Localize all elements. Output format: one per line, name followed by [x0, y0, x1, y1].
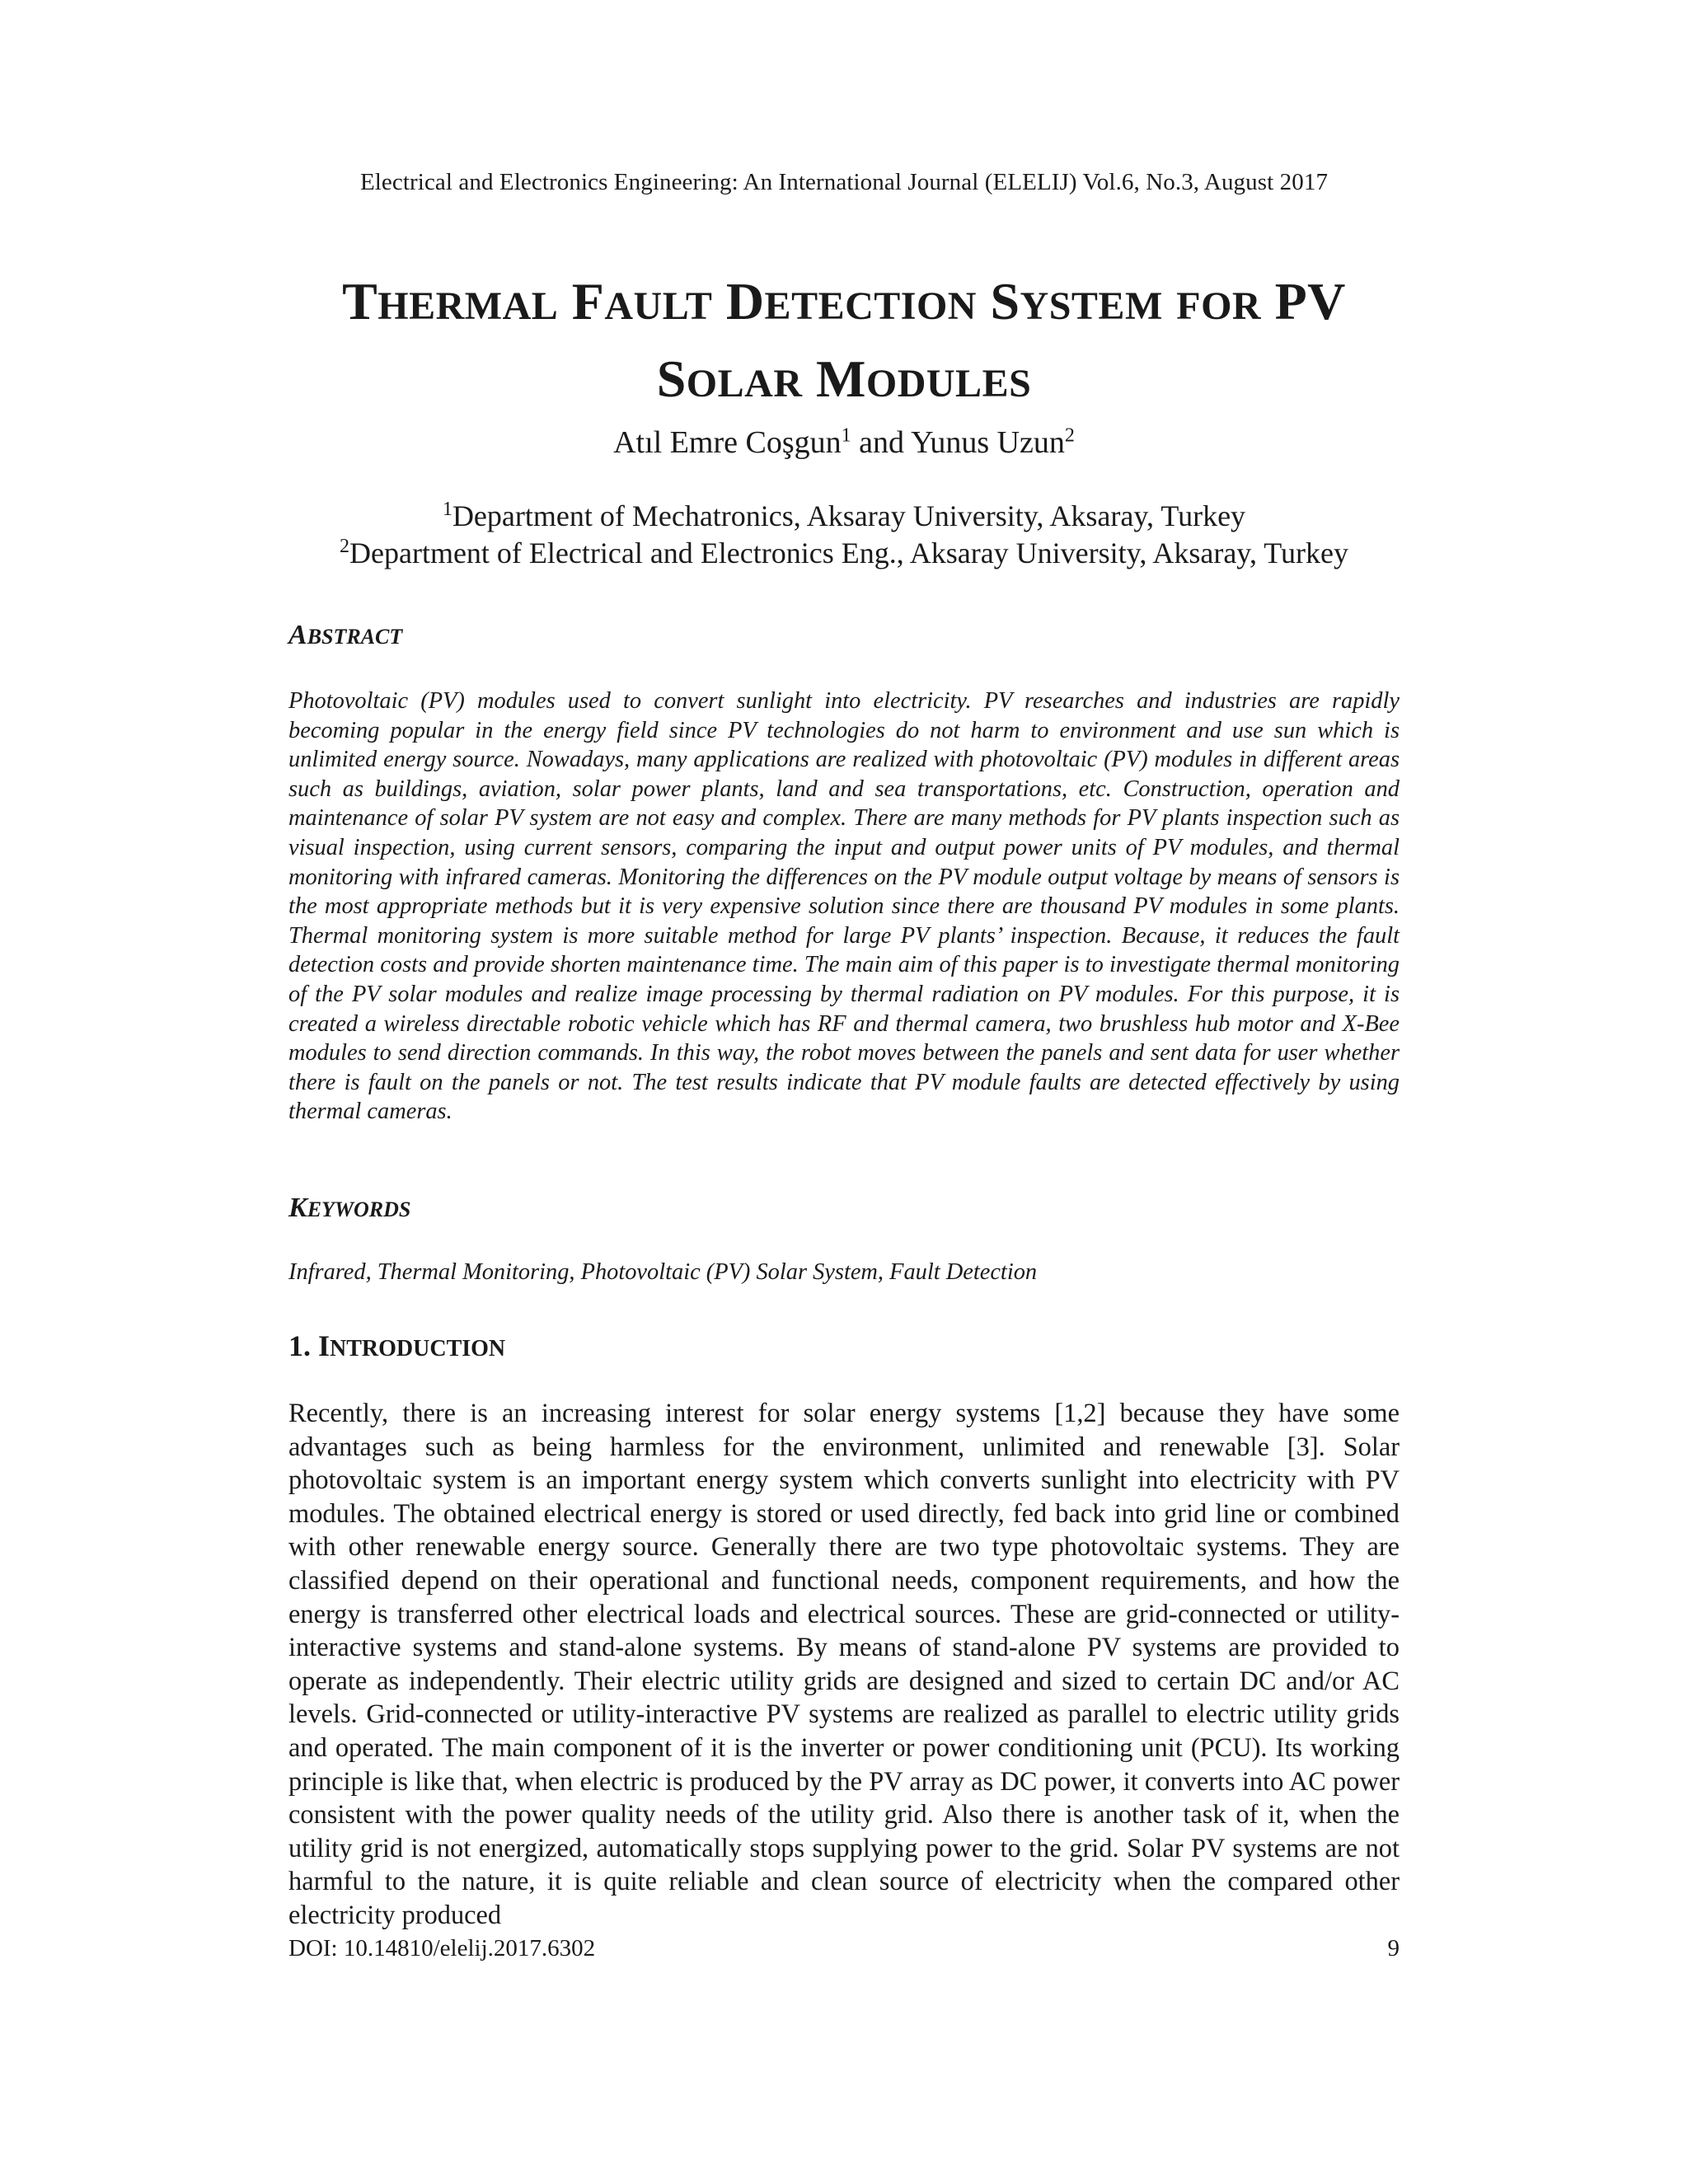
author-2: Yunus Uzun [911, 425, 1065, 460]
author-connector: and [851, 425, 912, 460]
author-1-affil-mark: 1 [841, 424, 851, 447]
running-header: Electrical and Electronics Engineering: An International Journal (ELELIJ) Vol.6, No.3, August 2017 [359, 169, 1329, 195]
title-line-1: THERMAL FAULT DETECTION SYSTEM FOR PV [342, 272, 1346, 330]
author-list [0, 424, 1688, 461]
footer-doi: DOI: 10.14810/elelij.2017.6302 [288, 1935, 596, 1961]
page-number: 9 [1387, 1935, 1400, 1961]
keywords-text: Infrared, Thermal Monitoring, Photovoltaic (PV) Solar System, Fault Detection [288, 1259, 1038, 1285]
abstract-text: Photovoltaic (PV) modules used to convert sunlight into electricity. PV researches and industries are rapidly becoming popular in the energy field since PV technologies do not harm to environment and use sun which is unlimited energy source. Nowadays, many applications are realized with photovoltaic (PV) modules in different areas such as buildings, aviation, solar power plants, land and sea transportations, etc. Construction, operation and maintenance of solar PV system are not easy and complex. There are many methods for PV plants inspection such as visual inspection, using current sensors, comparing the input and output power units of PV modules, and thermal monitoring with infrared cameras. Monitoring the differences on the PV module output voltage by means of sensors is the most appropriate methods but it is very expensive solution since there are thousand PV modules in some plants. Thermal monitoring system is more suitable method for large PV plants’ inspection. Because, it reduces the fault detection costs and provide shorten maintenance time. The main aim of this paper is to investigate thermal monitoring of the PV solar modules and realize image processing by thermal radiation on PV modules. For this purpose, it is created a wireless directable robotic vehicle which has RF and thermal camera, two brushless hub motor and X-Bee modules to send direction commands. In this way, the robot moves between the panels and sent data for user whether there is fault on the panels or not. The test results indicate that PV module faults are detected effectively by using thermal cameras. [288, 688, 1400, 1125]
affiliation-1: $^1$Department of Mechatronics, Aksaray University, Aksaray, Turkey [442, 499, 1246, 532]
introduction-heading: 1. INTRODUCTION [288, 1329, 506, 1362]
author-1: Atıl Emre Coşgun [613, 425, 842, 460]
paper-title [206, 265, 1482, 420]
affiliation-2: $^2$Department of Electrical and Electronics Eng., Aksaray University, Aksaray, Turkey [340, 536, 1348, 569]
abstract-heading: ABSTRACT [288, 620, 403, 650]
author-2-affil-mark: 2 [1064, 424, 1075, 447]
keywords-heading: KEYWORDS [288, 1193, 411, 1223]
title-line-2: SOLAR MODULES [656, 349, 1032, 408]
introduction-text: Recently, there is an increasing interest for solar energy systems [1,2] because they have some advantages such as being harmless for the environment, unlimited and renewable [3]. Solar photovoltaic system is an important energy system which converts sunlight into electricity with PV modules. The obtained electrical energy is stored or used directly, fed back into grid line or combined with other renewable energy source. Generally there are two type photovoltaic systems. They are classified depend on their operational and functional needs, component requirements, and how the energy is transferred other electrical loads and electrical sources. These are grid-connected or utility-interactive systems and stand-alone systems. By means of stand-alone PV systems are provided to operate as independently. Their electric utility grids are designed and sized to certain DC and/or AC levels. Grid-connected or utility-interactive PV systems are realized as parallel to electric utility grids and operated. The main component of it is the inverter or power conditioning unit (PCU). Its working principle is like that, when electric is produced by the PV array as DC power, it converts into AC power consistent with the power quality needs of the utility grid. Also there is another task of it, when the utility grid is not energized, automatically stops supplying power to the grid. Solar PV systems are not harmful to the nature, it is quite reliable and clean source of electricity when the compared other electricity produced [288, 1399, 1400, 1930]
